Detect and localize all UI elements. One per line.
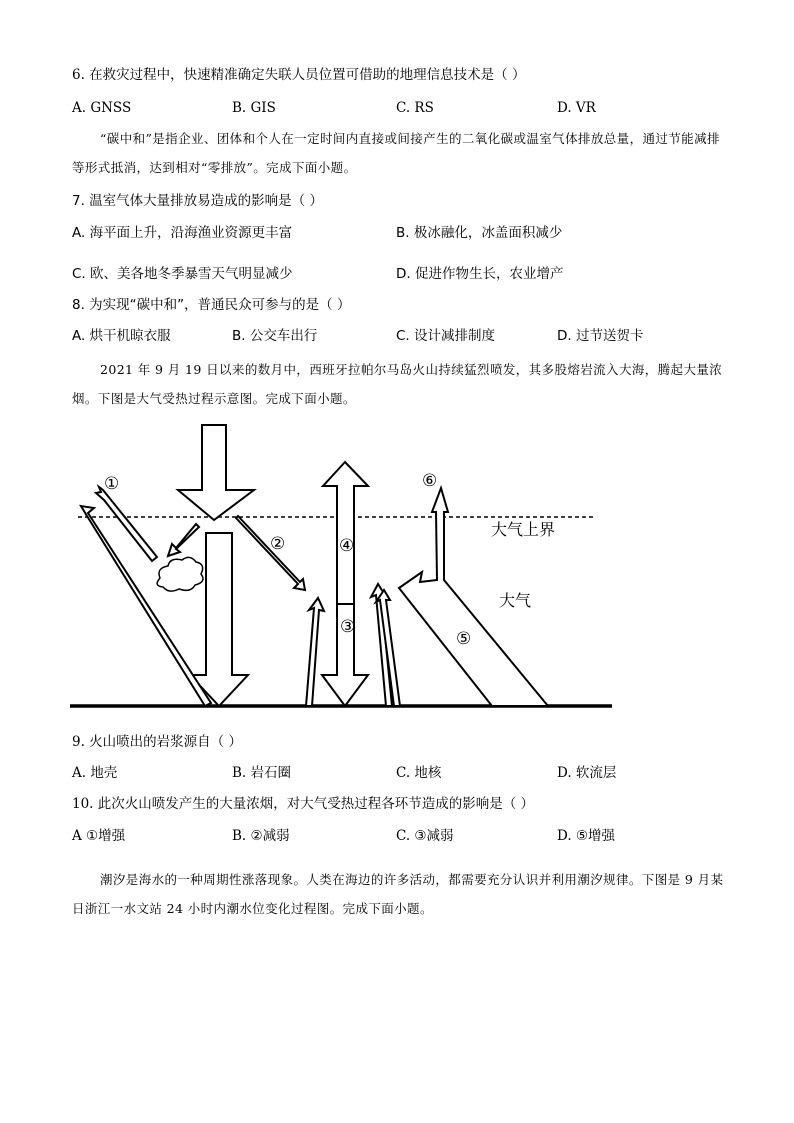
passage-carbon-neutral: “碳中和”是指企业、团体和个人在一定时间内直接或间接产生的二氧化碳或温室气体排放总量，通过节能减排等形式抵消，达到相对“零排放”。完成下面小题。 (72, 131, 720, 175)
question-9-option-b: B. 岩石圈 (232, 765, 292, 781)
question-7-option-c: C. 欧、美各地冬季暴雪天气明显减少 (72, 266, 293, 282)
arrow-1-reflection (81, 506, 211, 706)
label-upper-boundary: 大气上界 (491, 520, 556, 539)
question-6-option-d: D. VR (557, 100, 596, 116)
question-8-option-c: C. 设计减排制度 (396, 328, 496, 344)
marker-6: ⑥ (422, 471, 438, 491)
question-8-stem: 8. 为实现“碳中和”，普通民众可参与的是（ ） (72, 297, 351, 313)
marker-3: ③ (340, 617, 356, 637)
question-10-stem: 10. 此次火山喷发产生的大量浓烟，对大气受热过程各环节造成的影响是（ ） (72, 796, 535, 812)
question-7-stem: 7. 温室气体大量排放易造成的影响是（ ） (72, 193, 323, 209)
question-10-option-d: D. ⑤增强 (557, 828, 616, 844)
arrow-4-ground-radiation (323, 462, 368, 604)
marker-4: ④ (339, 536, 355, 556)
question-9-option-c: C. 地核 (396, 765, 442, 781)
question-9-option-d: D. 软流层 (557, 765, 617, 781)
question-10-option-b: B. ②减弱 (232, 828, 290, 844)
question-6-stem: 6. 在救灾过程中，快速精准确定失联人员位置可借助的地理信息技术是（ ） (72, 67, 526, 83)
question-9-stem: 9. 火山喷出的岩浆源自（ ） (72, 734, 242, 750)
label-atmosphere: 大气 (499, 591, 532, 610)
question-7-option-d: D. 促进作物生长，农业增产 (396, 266, 564, 282)
question-6-option-b: B. GIS (232, 100, 276, 116)
solar-to-ground-arrow (190, 533, 248, 706)
question-8-option-b: B. 公交车出行 (232, 328, 318, 344)
atmosphere-heating-diagram (0, 415, 794, 725)
ground-up-arrow-left (306, 598, 324, 706)
question-6-option-c: C. RS (396, 100, 434, 116)
question-8-option-a: A. 烘干机晾衣服 (72, 328, 171, 344)
question-7-option-b: B. 极冰融化，冰盖面积减少 (396, 225, 563, 241)
question-7-option-a: A. 海平面上升，沿海渔业资源更丰富 (72, 225, 293, 241)
question-10-option-c: C. ③减弱 (396, 828, 454, 844)
passage-volcano: 2021 年 9 月 19 日以来的数月中，西班牙拉帕尔马岛火山持续猛烈喷发，其多股熔岩流入大海，腾起大量浓烟。下图是大气受热过程示意图。完成下面小题。 (72, 362, 723, 406)
question-10-option-a: A ①增强 (72, 828, 126, 844)
cloud-icon (157, 557, 203, 591)
question-6-option-a: A. GNSS (72, 100, 132, 116)
passage-tides: 潮汐是海水的一种周期性涨落现象。人类在海边的许多活动，都需要充分认识并利用潮汐规律。下图是 9 月某日浙江一水文站 24 小时内潮水位变化过程图。完成下面小题。 (72, 872, 724, 916)
marker-2: ② (270, 534, 286, 554)
marker-1: ① (104, 474, 120, 494)
question-8-option-d: D. 过节送贺卡 (557, 328, 644, 344)
cloud-reflection-arrow (96, 487, 157, 561)
marker-5: ⑤ (456, 629, 472, 649)
question-9-option-a: A. 地壳 (72, 765, 118, 781)
incoming-solar-arrow (178, 425, 254, 520)
scatter-arrow (168, 524, 199, 556)
